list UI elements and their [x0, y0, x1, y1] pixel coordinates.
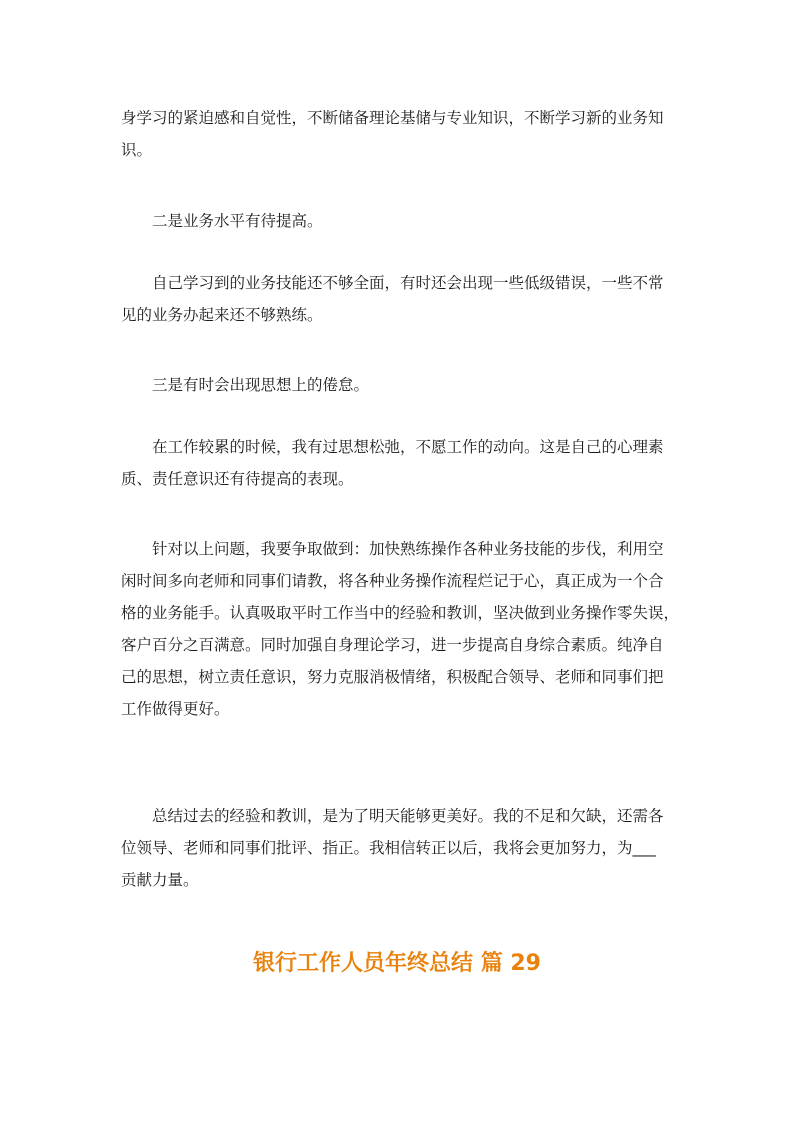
- paragraph-line: 见的业务办起来还不够熟练。: [121, 306, 323, 324]
- paragraph-line: 格的业务能手。认真吸取平时工作当中的经验和教训，坚决做到业务操作零失误，: [121, 604, 680, 622]
- paragraph-mindset: [121, 431, 681, 495]
- paragraph-line: 针对以上问题，我要争取做到：加快熟练操作各种业务技能的步伐，利用空: [152, 540, 664, 558]
- paragraph-conclusion: [121, 800, 681, 896]
- paragraph-line: 工作做得更好。: [121, 700, 230, 718]
- paragraph-action-plan: [121, 533, 681, 725]
- paragraph-point-two-heading: [121, 205, 681, 237]
- paragraph-line: 己的思想，树立责任意识，努力克服消极情绪，积极配合领导、老师和同事们把: [121, 668, 664, 686]
- paragraph-line: 闲时间多向老师和同事们请教，将各种业务操作流程烂记于心，真正成为一个合: [121, 572, 664, 590]
- paragraph-line: 在工作较累的时候，我有过思想松弛，不愿工作的动向。这是自己的心理素: [152, 438, 664, 456]
- paragraph-line: 客户百分之百满意。同时加强自身理论学习，进一步提高自身综合素质。纯净自: [121, 636, 664, 654]
- paragraph-point-three-heading: [121, 369, 681, 401]
- paragraph-line: 位领导、老师和同事们批评、指正。我相信转正以后，我将会更加努力，为___: [121, 839, 656, 857]
- paragraph-skills: [121, 267, 681, 331]
- paragraph-line: 自己学习到的业务技能还不够全面，有时还会出现一些低级错误，一些不常: [152, 274, 664, 292]
- paragraph-line: 识。: [121, 141, 153, 159]
- paragraph-line: 三是有时会出现思想上的倦怠。: [152, 376, 370, 394]
- paragraph-line: 质、责任意识还有待提高的表现。: [121, 470, 354, 488]
- paragraph-line: 身学习的紧迫感和自觉性，不断储备理论基储与专业知识，不断学习新的业务知: [121, 109, 664, 127]
- paragraph-continuation: [121, 102, 681, 166]
- paragraph-line: 二是业务水平有待提高。: [152, 212, 323, 230]
- paragraph-line: 总结过去的经验和教训，是为了明天能够更美好。我的不足和欠缺，还需各: [152, 807, 664, 825]
- section-title: 银行工作人员年终总结 篇 29: [253, 951, 541, 976]
- paragraph-line: 贡献力量。: [121, 871, 199, 889]
